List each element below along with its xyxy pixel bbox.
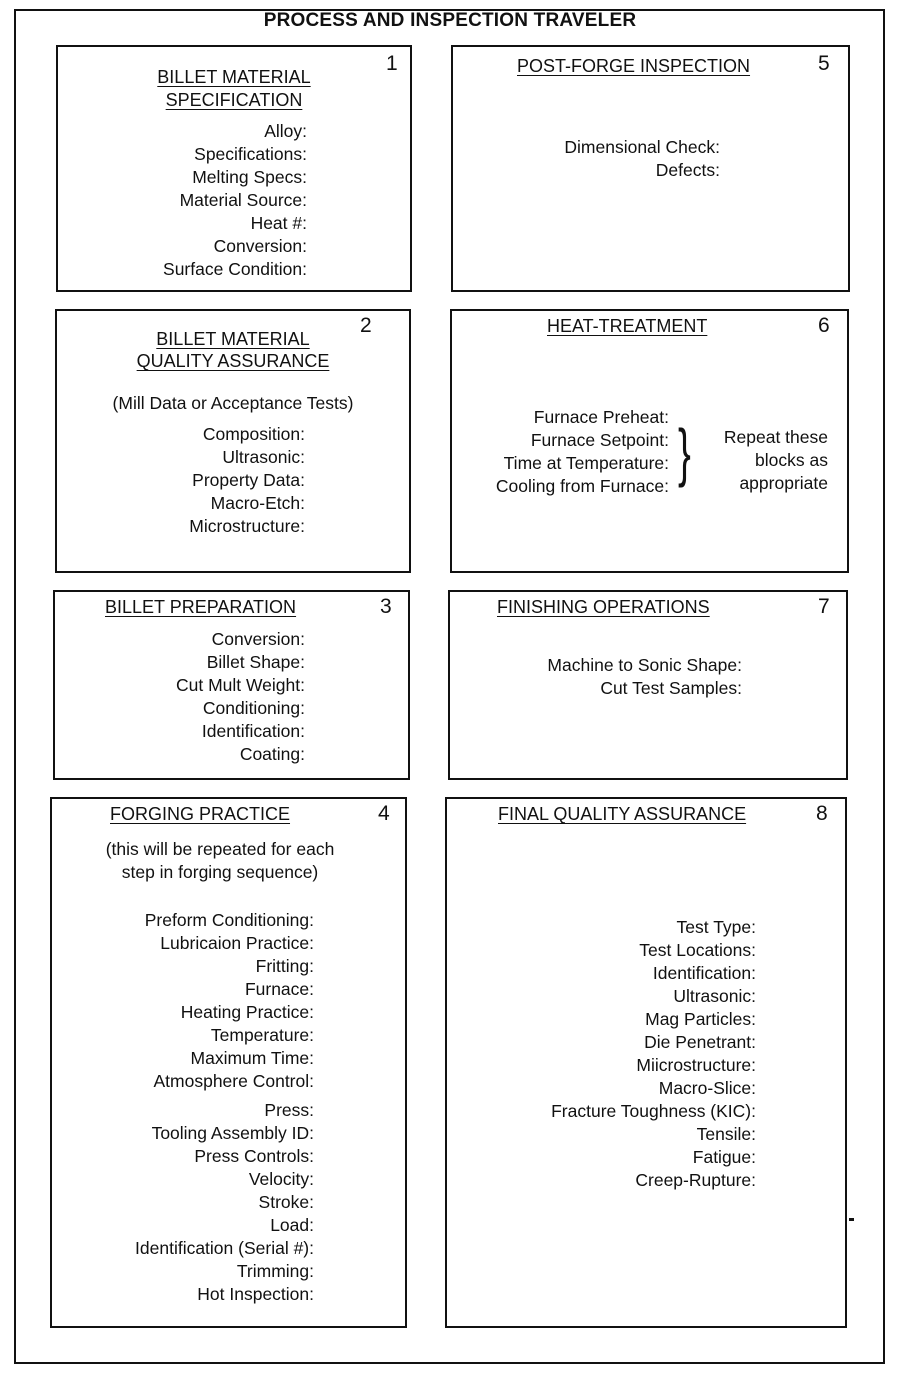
field-label: Time at Temperature: — [503, 453, 669, 473]
block-3-number: 3 — [380, 595, 392, 618]
field-label: Maximum Time: — [190, 1048, 314, 1068]
field-label: Heat #: — [250, 213, 307, 233]
block-4-heading: FORGING PRACTICE — [110, 804, 291, 824]
note-line: step in forging sequence) — [121, 862, 319, 882]
field-label: Creep-Rupture: — [635, 1170, 756, 1190]
field-label: Temperature: — [210, 1025, 314, 1045]
block-8-number: 8 — [816, 802, 828, 825]
field-label: Stroke: — [258, 1192, 314, 1212]
block-4-field-list-press — [135, 1099, 314, 1306]
block-1-number: 1 — [386, 52, 398, 75]
block-6-number: 6 — [818, 314, 830, 337]
block-7-heading: FINISHING OPERATIONS — [497, 597, 710, 617]
block-2-number: 2 — [360, 314, 372, 337]
block-1-heading-line-2: SPECIFICATION — [165, 90, 303, 110]
block-1-heading — [56, 66, 412, 112]
field-label: Mag Particles: — [645, 1009, 756, 1029]
field-label: Tooling Assembly ID: — [151, 1123, 314, 1143]
field-label: Press: — [264, 1100, 314, 1120]
field-label: Material Source: — [179, 190, 307, 210]
field-label: Heating Practice: — [180, 1002, 314, 1022]
block-5-number: 5 — [818, 52, 830, 75]
block-6-heading: HEAT-TREATMENT — [547, 316, 708, 336]
field-label: Hot Inspection: — [197, 1284, 314, 1304]
field-label: Composition: — [202, 424, 305, 444]
field-label: Lubricaion Practice: — [160, 933, 314, 953]
field-label: Cut Test Samples: — [600, 678, 742, 698]
field-label: Tensile: — [696, 1124, 756, 1144]
repeat-note-line: appropriate — [739, 473, 828, 493]
field-label: Identification: — [201, 721, 305, 741]
block-2-field-list — [189, 423, 305, 538]
field-label: Surface Condition: — [163, 259, 307, 279]
block-7-field-list — [547, 654, 742, 700]
field-label: Ultrasonic: — [673, 986, 756, 1006]
note-line: (this will be repeated for each — [105, 839, 335, 859]
field-label: Furnace Setpoint: — [530, 430, 669, 450]
field-label: Atmosphere Control: — [153, 1071, 314, 1091]
field-label: Preform Conditioning: — [144, 910, 314, 930]
field-label: Dimensional Check: — [564, 137, 720, 157]
repeat-note-line: blocks as — [755, 450, 828, 470]
block-4-number: 4 — [378, 802, 390, 825]
field-label: Specifications: — [194, 144, 307, 164]
field-label: Macro-Slice: — [658, 1078, 756, 1098]
field-label: Conditioning: — [202, 698, 305, 718]
field-label: Fritting: — [255, 956, 314, 976]
field-label: Alloy: — [264, 121, 307, 141]
field-label: Trimming: — [236, 1261, 314, 1281]
field-label: Microstructure: — [189, 516, 305, 536]
block-5-heading: POST-FORGE INSPECTION — [517, 56, 751, 76]
block-7-number: 7 — [818, 595, 830, 618]
field-label: Macro-Etch: — [210, 493, 305, 513]
field-label: Cut Mult Weight: — [175, 675, 305, 695]
field-label: Miicrostructure: — [636, 1055, 756, 1075]
block-5-field-list — [564, 136, 720, 182]
field-label: Fracture Toughness (KIC): — [551, 1101, 756, 1121]
field-label: Test Locations: — [639, 940, 756, 960]
block-8-heading: FINAL QUALITY ASSURANCE — [498, 804, 747, 824]
field-label: Property Data: — [192, 470, 305, 490]
block-3-heading: BILLET PREPARATION — [105, 597, 297, 617]
block-4-field-list — [145, 909, 314, 1093]
field-label: Machine to Sonic Shape: — [547, 655, 742, 675]
field-label: Cooling from Furnace: — [495, 476, 669, 496]
field-label: Furnace Preheat: — [533, 407, 669, 427]
field-label: Ultrasonic: — [222, 447, 305, 467]
document-title: PROCESS AND INSPECTION TRAVELER — [263, 10, 637, 31]
field-label: Velocity: — [248, 1169, 314, 1189]
block-2-heading-line-2: QUALITY ASSURANCE — [136, 351, 330, 371]
repeat-note-line: Repeat these — [723, 427, 828, 447]
field-label: Press Controls: — [194, 1146, 314, 1166]
block-2-note: (Mill Data or Acceptance Tests) — [112, 393, 354, 413]
stray-mark — [849, 1218, 854, 1221]
block-2-heading — [55, 328, 411, 372]
field-label: Identification (Serial #): — [135, 1238, 314, 1258]
field-label: Furnace: — [244, 979, 314, 999]
field-label: Conversion: — [213, 236, 307, 256]
block-2-heading-line-1: BILLET MATERIAL — [156, 329, 310, 349]
field-label: Fatigue: — [692, 1147, 756, 1167]
field-label: Load: — [270, 1215, 314, 1235]
field-label: Die Penetrant: — [644, 1032, 756, 1052]
right-curly-brace-icon: } — [678, 416, 691, 488]
block-8-field-list — [551, 916, 756, 1192]
field-label: Coating: — [239, 744, 305, 764]
field-label: Defects: — [655, 160, 720, 180]
block-6-field-list — [496, 406, 669, 498]
block-1-field-list — [163, 120, 307, 281]
field-label: Identification: — [652, 963, 756, 983]
field-label: Melting Specs: — [192, 167, 307, 187]
field-label: Billet Shape: — [206, 652, 305, 672]
block-1-heading-line-1: BILLET MATERIAL — [157, 67, 311, 87]
block-3-field-list — [176, 628, 305, 766]
block-4-note — [50, 838, 390, 884]
field-label: Conversion: — [211, 629, 305, 649]
block-6-repeat-note — [724, 426, 828, 495]
field-label: Test Type: — [676, 917, 756, 937]
